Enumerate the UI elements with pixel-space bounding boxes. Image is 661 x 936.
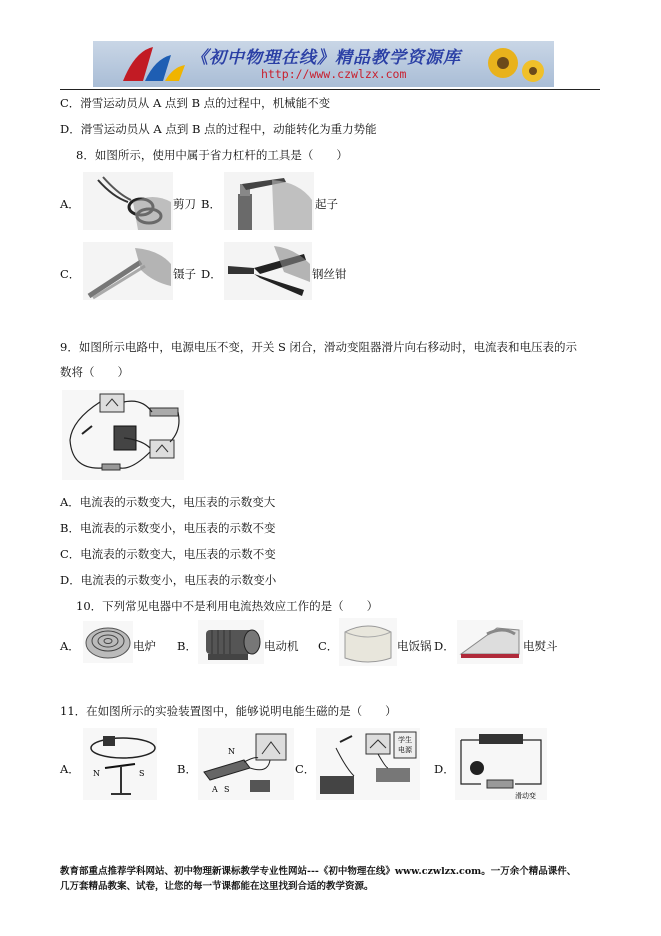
svg-text:A: A (212, 785, 218, 794)
electromagnet-circuit-image (455, 728, 547, 800)
q10-a-letter: A． (60, 639, 80, 653)
scissors-image (83, 172, 173, 230)
pliers-image (224, 242, 312, 300)
footer-line1: 教育部重点推荐学科网站、初中物理新课标教学专业性网站---《初中物理在线》www.czwlzx.com。一万余个精品课件、 (60, 866, 577, 877)
q8-stem: 8．如图所示，使用中属于省力杠杆的工具是（ ） (76, 148, 348, 162)
q10-d-letter: D． (434, 639, 455, 653)
svg-text:电源: 电源 (398, 746, 412, 754)
motor-principle-image (316, 728, 420, 800)
circuit-diagram-image (62, 390, 184, 480)
svg-text:S: S (224, 785, 230, 794)
svg-text:N: N (93, 769, 100, 778)
q8-b-letter: B． (201, 197, 221, 211)
q9-option-b: B．电流表的示数变小，电压表的示数不变 (60, 521, 276, 535)
bottle-opener-image (224, 172, 314, 230)
electric-motor-image (198, 620, 264, 664)
q8-d-letter: D． (201, 267, 222, 281)
q10-a-label: 电炉 (133, 639, 156, 653)
q8-c-label: 镊子 (173, 267, 196, 281)
rice-cooker-image (339, 618, 397, 666)
header-banner (93, 41, 554, 87)
tweezers-image (83, 242, 173, 300)
header-divider (60, 89, 600, 90)
svg-text:N: N (228, 747, 235, 756)
q11-c-letter: C． (295, 762, 316, 776)
q9-stem-line2: 数将（ ） (60, 365, 129, 379)
q9-option-d: D．电流表的示数变小，电压表的示数变小 (60, 573, 277, 587)
q9-option-a: A．电流表的示数变大，电压表的示数变大 (60, 495, 276, 509)
q8-c-letter: C． (60, 267, 81, 281)
oersted-experiment-image (83, 728, 157, 800)
header-title: 《初中物理在线》精品教学资源库 (191, 48, 461, 68)
q10-c-letter: C． (318, 639, 339, 653)
q10-b-label: 电动机 (264, 639, 299, 653)
electric-stove-image (83, 621, 133, 663)
q10-b-letter: B． (177, 639, 197, 653)
q10-d-label: 电熨斗 (523, 639, 558, 653)
electric-iron-image (457, 620, 523, 664)
q10-c-label: 电饭锅 (397, 639, 432, 653)
header-url[interactable]: http://www.czwlzx.com (261, 67, 407, 81)
q11-a-letter: A． (60, 762, 80, 776)
prev-option-c: C．滑雪运动员从 A 点到 B 点的过程中，机械能不变 (60, 96, 331, 110)
electromagnetic-induction-image (198, 728, 294, 800)
q10-stem: 10．下列常见电器中不是利用电流热效应工作的是（ ） (76, 599, 379, 613)
q11-stem: 11．在如图所示的实验装置图中，能够说明电能生磁的是（ ） (60, 704, 397, 718)
q9-option-c: C．电流表的示数变大，电压表的示数不变 (60, 547, 276, 561)
q11-b-letter: B． (177, 762, 197, 776)
q8-a-letter: A． (60, 197, 80, 211)
q11-d-letter: D． (434, 762, 455, 776)
q8-d-label: 钢丝钳 (312, 267, 347, 281)
footer-line2: 几万套精品教案、试卷，让您的每一节课都能在这里找到合适的教学资源。 (60, 881, 374, 892)
svg-text:学生: 学生 (398, 736, 412, 744)
q9-stem-line1: 9．如图所示电路中，电源电压不变，开关 S 闭合，滑动变阻器滑片向右移动时，电流表和电压表的示 (60, 340, 578, 354)
prev-option-d: D．滑雪运动员从 A 点到 B 点的过程中，动能转化为重力势能 (60, 122, 377, 136)
svg-text:S: S (139, 769, 145, 778)
footer (60, 864, 605, 894)
svg-text:滑动变: 滑动变 (515, 792, 536, 800)
q8-a-label: 剪刀 (173, 197, 196, 211)
q8-b-label: 起子 (315, 197, 338, 211)
